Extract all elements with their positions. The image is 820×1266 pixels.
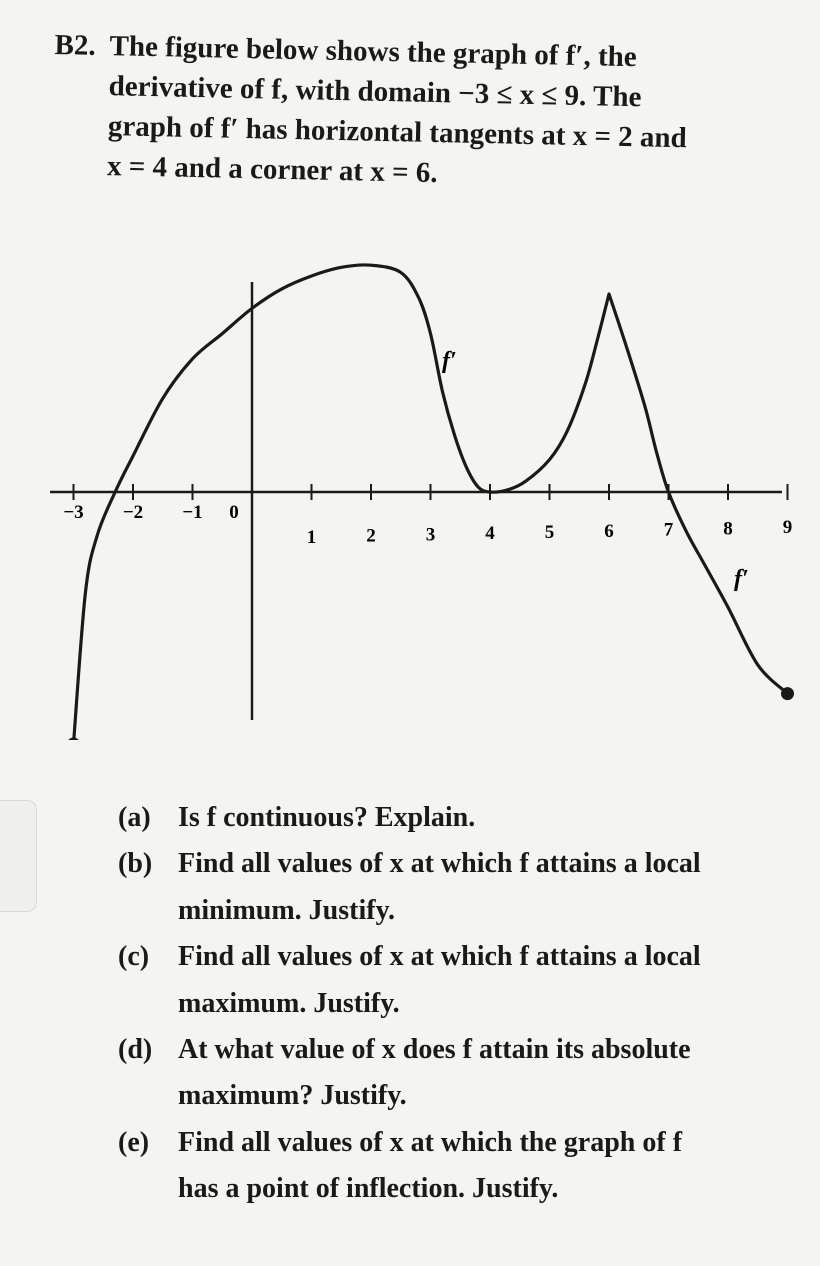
x-tick-label: 2 [366,525,376,547]
question-list [118,800,798,1218]
curve-label-bottom: f′ [734,566,749,592]
f-prime-curve [74,265,788,740]
problem-statement [52,25,775,200]
question-line: Find all values of x at which the graph of f [178,1126,683,1158]
x-tick-label: 6 [604,520,614,542]
question-line: At what value of x does f attain its absolute [178,1033,691,1065]
right-endpoint-dot [781,687,794,700]
x-tick-label: 1 [306,526,317,548]
question-line: Find all values of x at which f attains a local [178,941,701,973]
x-tick-label: 7 [663,519,674,541]
left-endpoint-dot [67,738,80,741]
question-letter: (d) [118,1033,153,1065]
derivative-graph [40,260,800,740]
x-tick-label: 8 [723,518,733,540]
curve-label-top: f′ [442,348,457,374]
question-line: minimum. Justify. [178,894,396,926]
question-line: Find all values of x at which f attains a local [178,848,701,880]
question-line: maximum? Justify. [178,1080,407,1112]
question-line: maximum. Justify. [178,987,400,1019]
problem-line: graph of f′ has horizontal tangents at x = 2 and [107,110,688,155]
x-ticks [63,484,792,548]
question-line: has a point of inflection. Justify. [178,1173,559,1205]
problem-line: The figure below shows the graph of f′, the [109,30,638,74]
x-tick-label: 4 [485,523,495,545]
question-d [118,1032,798,1115]
problem-line: derivative of f, with domain −3 ≤ x ≤ 9. The [108,70,642,114]
question-letter: (a) [118,802,151,833]
x-tick-label: −3 [63,502,84,523]
problem-number: B2. [54,28,97,62]
x-tick-label: −2 [122,502,144,523]
question-c [118,939,798,1022]
page-edge [0,800,37,912]
x-tick-label: 5 [544,522,555,543]
question-letter: (e) [118,1126,150,1158]
question-letter: (b) [118,848,153,880]
x-tick-label: 0 [229,502,239,523]
question-e [118,1125,798,1208]
x-tick-label: 9 [782,517,793,539]
problem-line: x = 4 and a corner at x = 6. [106,150,438,190]
question-line: Is f continuous? Explain. [178,802,476,833]
question-letter: (c) [118,941,150,973]
question-b [118,846,798,929]
x-tick-label: −1 [182,502,203,523]
x-tick-label: 3 [425,524,436,546]
question-a [118,800,798,836]
problem-text [107,26,775,200]
